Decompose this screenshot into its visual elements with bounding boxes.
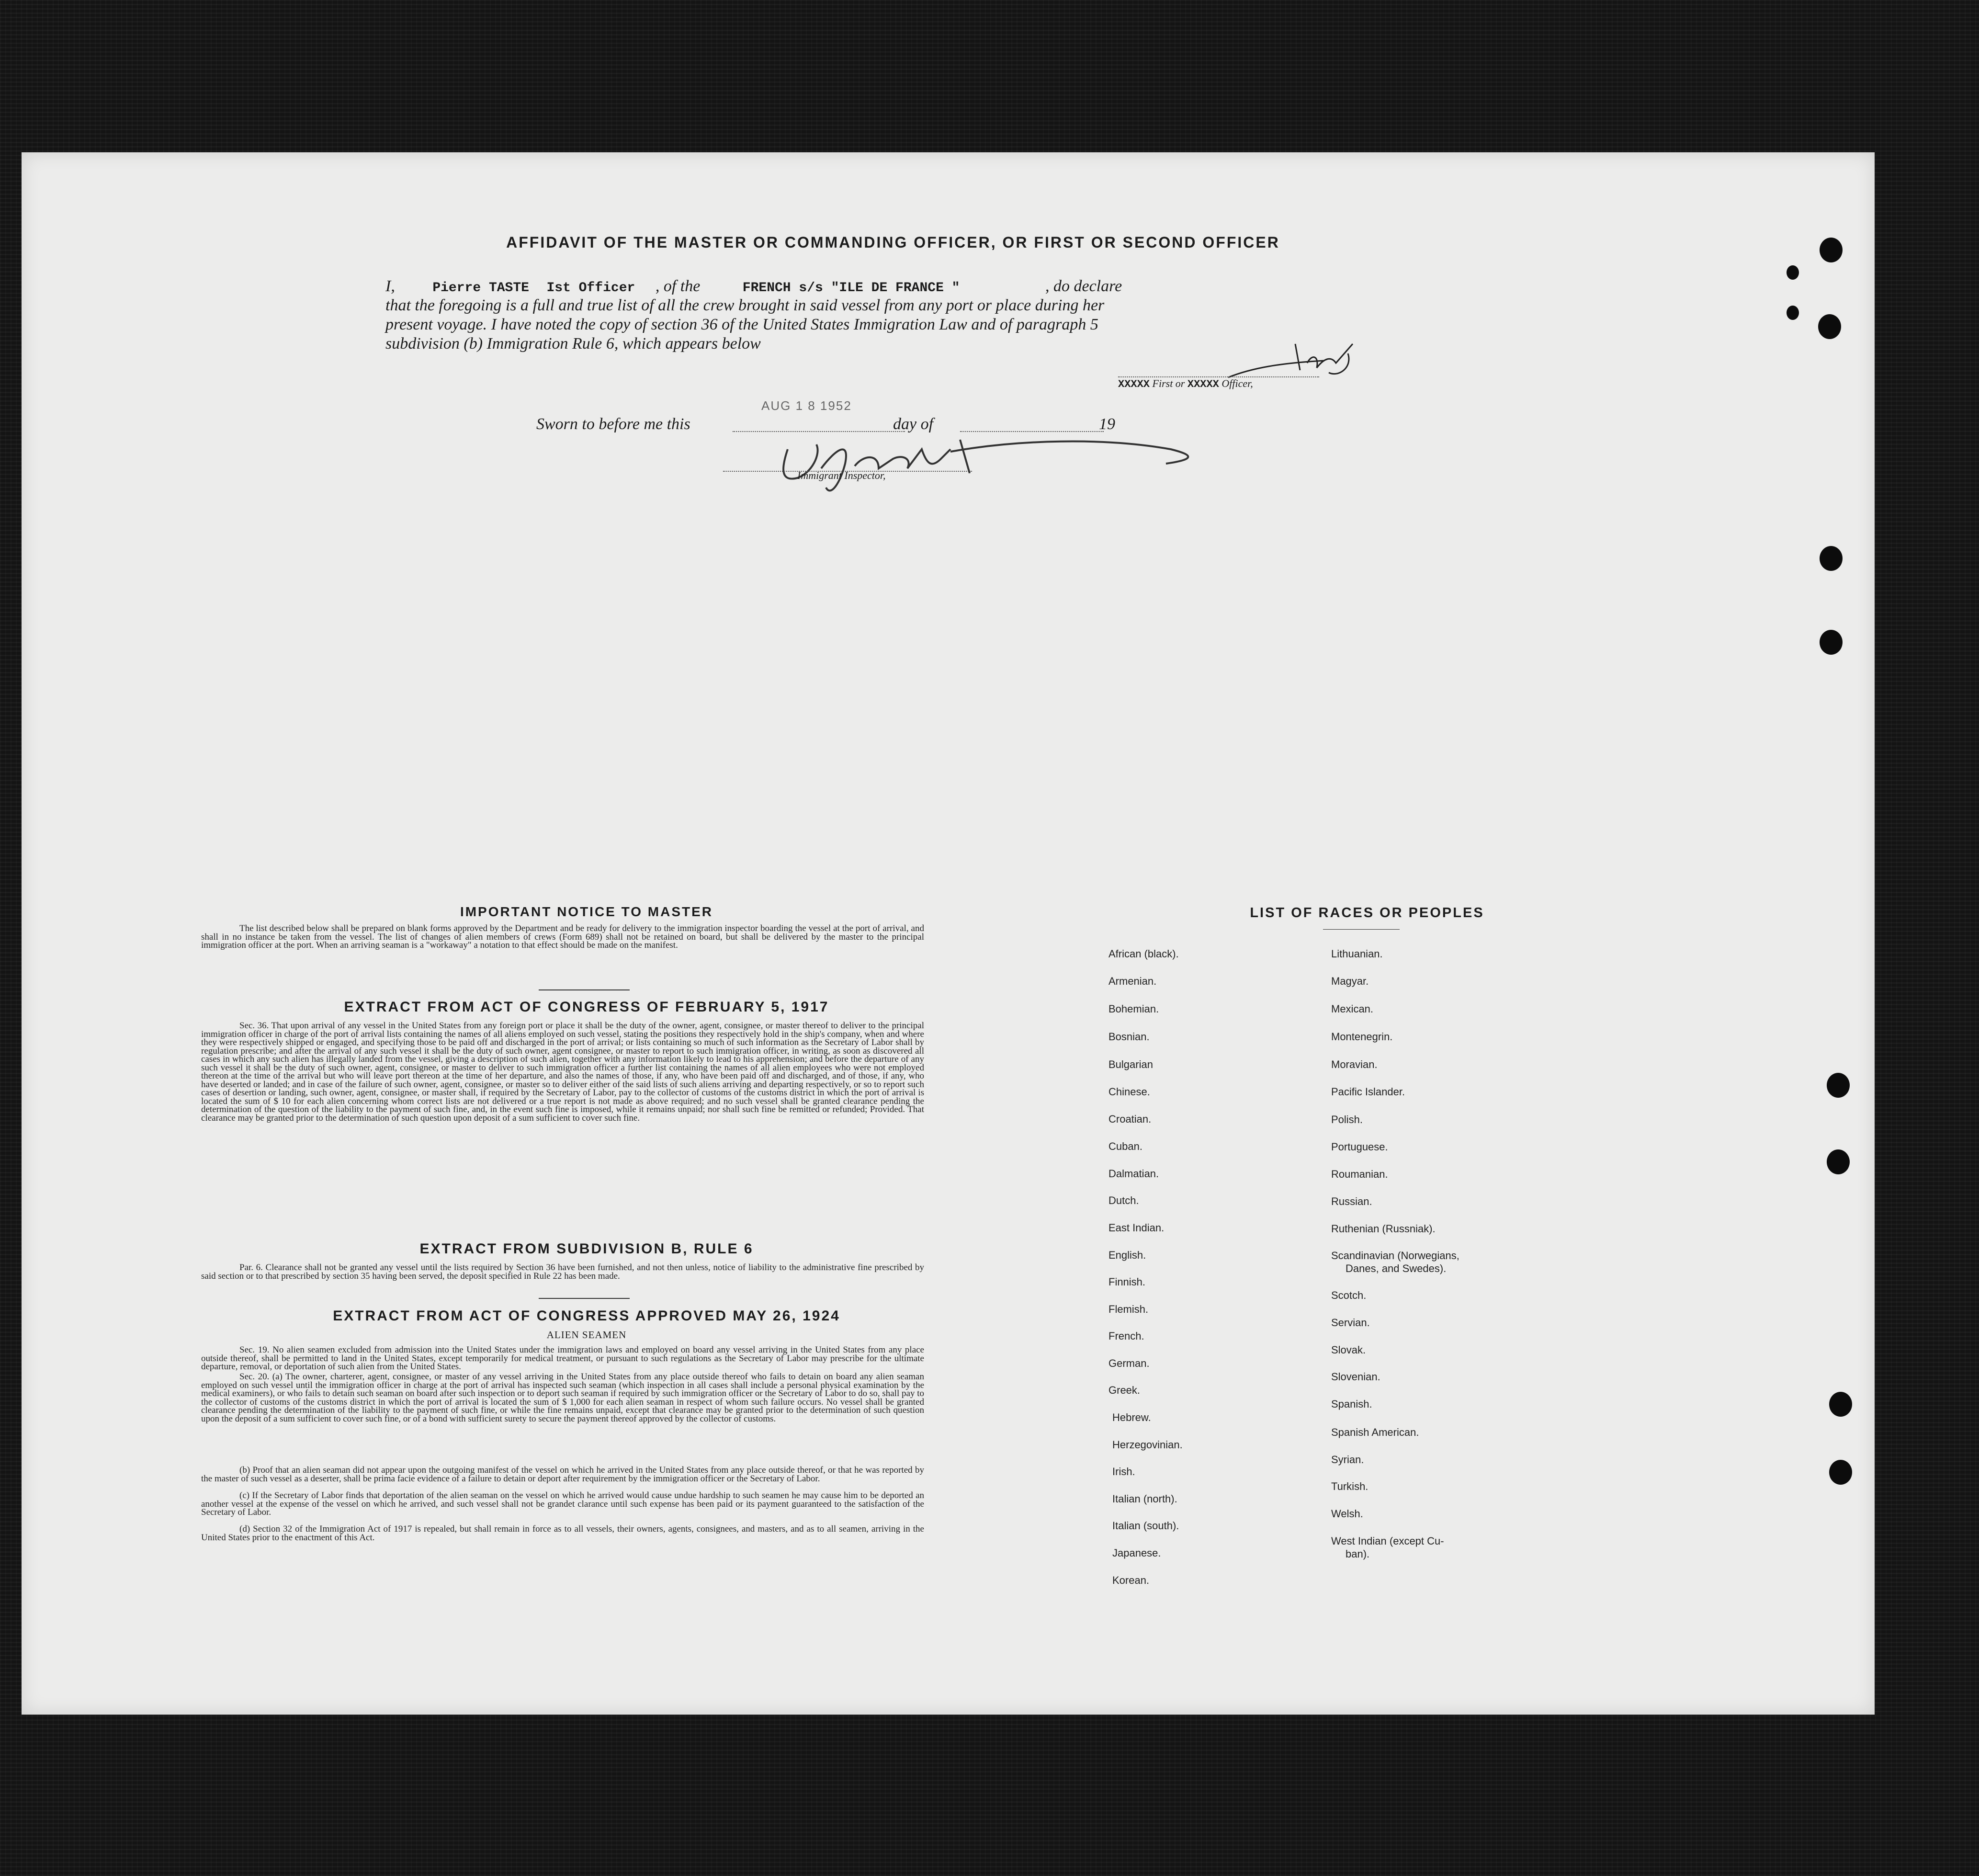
document-page (22, 152, 1875, 1715)
affidavit-line-2: that the foregoing is a full and true list of all the crew brought in said vessel from any port or place during her (385, 296, 1105, 314)
inspector-signature (769, 421, 1238, 502)
race-item: Italian (south). (1112, 1520, 1179, 1532)
binder-hole (1787, 306, 1799, 320)
affidavit-prefix: I, (385, 277, 395, 295)
race-item: Roumanian. (1331, 1168, 1388, 1180)
affidavit-line-4: subdivision (b) Immigration Rule 6, which appears below (385, 335, 761, 352)
extract-1924-sec19: Sec. 19. No alien seamen excluded from admission into the United States under the immigration laws and employed on board any vessel arriving in the United States from any place outside thereof, shall be permitted to land in the United States, except temporarily for medical treatment, or pursuant to such regulations as the Secretary of Labor may prescribe for the ultimate departure, removal, or deportation of such alien from the United States. (201, 1345, 924, 1372)
race-item: African (black). (1108, 948, 1179, 960)
race-item: West Indian (except Cu- (1331, 1535, 1444, 1547)
binder-hole (1827, 1073, 1850, 1098)
divider (539, 989, 630, 990)
race-item: Bohemian. (1108, 1003, 1159, 1015)
race-item: Greek. (1108, 1384, 1141, 1396)
notice-text: The list described below shall be prepared on blank forms approved by the Department and be ready for delivery to the immigration inspector boarding the vessel at the port of arrival, and shall in no instance be taken from the vessel. The list of changes of alien members of crews (Form 689) shall not be retained on board, but shall be delivered by the master to the principal immigration officer at the port. When an arriving seaman is a "workaway" a notation to that effect should be made on the manifest. (201, 923, 924, 950)
race-item: Finnish. (1108, 1276, 1146, 1288)
race-item: Magyar. (1331, 975, 1369, 987)
race-item: Russian. (1331, 1195, 1372, 1207)
race-item: Dalmatian. (1108, 1168, 1159, 1180)
affidavit-line-3: present voyage. I have noted the copy of section 36 of the United States Immigration Law and of paragraph 5 (385, 316, 1098, 333)
race-item: Ruthenian (Russniak). (1331, 1223, 1436, 1235)
race-item: Portuguese. (1331, 1141, 1388, 1153)
race-item: Spanish. (1331, 1398, 1372, 1410)
extract-rule6-text: Par. 6. Clearance shall not be granted any vessel until the lists required by Section 36 have been furnished, and not then unless, notice of liability to the administrative fine prescribed by said section or to that prescribed by section 35 having been served, the deposit specified in Rule 22 has been made. (201, 1262, 924, 1281)
race-item: German. (1108, 1357, 1150, 1369)
race-item: Montenegrin. (1331, 1031, 1393, 1043)
race-item: Chinese. (1108, 1086, 1150, 1098)
binder-hole (1829, 1460, 1852, 1485)
race-item: Syrian. (1331, 1454, 1364, 1466)
race-item: Bosnian. (1108, 1031, 1150, 1043)
year-text: 19 (1099, 415, 1115, 433)
race-item: English. (1108, 1249, 1146, 1261)
race-item: Armenian. (1108, 975, 1157, 987)
race-item: Mexican. (1331, 1003, 1374, 1015)
binder-hole (1820, 546, 1843, 571)
extract-rule6-title: EXTRACT FROM SUBDIVISION B, RULE 6 (419, 1241, 754, 1257)
extract-1924-sec20d: (d) Section 32 of the Immigration Act of 1917 is repealed, but shall remain in force as to all vessels, their owners, agents, consignees, and masters, and as to all seamen, arriving in the United States prior to the enactment of this Act. (201, 1524, 924, 1543)
race-item: Lithuanian. (1331, 948, 1383, 960)
race-item: Japanese. (1112, 1547, 1161, 1559)
officer-signature-line (1118, 376, 1319, 377)
race-item: Servian. (1331, 1317, 1370, 1329)
race-item: Turkish. (1331, 1480, 1368, 1492)
declare-text: , do declare (1045, 277, 1122, 295)
binder-hole (1787, 265, 1799, 280)
race-item: Scotch. (1331, 1289, 1367, 1301)
race-item: French. (1108, 1330, 1144, 1342)
race-item: Welsh. (1331, 1508, 1363, 1520)
sworn-text: Sworn to before me this (536, 415, 690, 433)
binder-hole (1820, 238, 1843, 262)
date-stamp: AUG 1 8 1952 (761, 398, 852, 413)
race-item: East Indian. (1108, 1222, 1165, 1234)
alien-seamen-subtitle: ALIEN SEAMEN (546, 1329, 627, 1341)
race-item: Spanish American. (1331, 1426, 1419, 1438)
race-item: Croatian. (1108, 1113, 1152, 1125)
binder-hole (1818, 314, 1841, 339)
race-item: Herzegovinian. (1112, 1439, 1183, 1451)
of-the-text: , of the (655, 277, 701, 295)
caption-officer: Officer, (1221, 377, 1253, 389)
race-item: Flemish. (1108, 1303, 1149, 1315)
race-item: ban). (1346, 1548, 1370, 1560)
race-item: Hebrew. (1112, 1411, 1151, 1423)
race-item: Danes, and Swedes). (1346, 1262, 1447, 1274)
race-item: Cuban. (1108, 1140, 1142, 1152)
race-item: Irish. (1112, 1466, 1135, 1478)
inspector-label: Immigrant Inspector, (797, 469, 886, 481)
extract-1924-sec20c: (c) If the Secretary of Labor finds that deportation of the alien seaman on the vessel on which he arrived would cause undue hardship to such seamen he may cause him to be deported an another vessel at the expense of the vessel on which he arrived, and such vessel shall not be grandet clarance until such expense has been paid or its payment guaranteed to the satisfaction of the Secretary of Labor. (201, 1490, 924, 1517)
race-item: Slovak. (1331, 1344, 1366, 1356)
officer-caption (1118, 377, 1253, 390)
race-item: Pacific Islander. (1331, 1086, 1405, 1098)
officer-rank: Ist Officer (546, 281, 635, 296)
extract-1924-sec20b: (b) Proof that an alien seaman did not appear upon the outgoing manifest of the vessel on which he arrived in the United States from any place outside thereof, or that he was reported by the master of such vessel as a deserter, shall be prima facie evidence of a failure to detain or deport after requirement by the immigration officer or the Secretary of Labor. (201, 1465, 924, 1484)
affidavit-title: AFFIDAVIT OF THE MASTER OR COMMANDING OFFICER, OR FIRST OR SECOND OFFICER (506, 234, 1280, 251)
race-item: Korean. (1112, 1574, 1150, 1586)
day-of-text: day of (893, 415, 934, 433)
vessel-name: FRENCH s/s "ILE DE FRANCE " (742, 281, 960, 296)
affidavit-line-1 (385, 277, 1324, 298)
binder-hole (1829, 1392, 1852, 1417)
struck-master: XXXXX (1118, 378, 1150, 390)
caption-first-or: First or (1152, 377, 1185, 389)
race-item: Italian (north). (1112, 1493, 1177, 1505)
race-item: Polish. (1331, 1114, 1363, 1126)
race-item: Scandinavian (Norwegians, (1331, 1250, 1459, 1262)
struck-second: XXXXX (1187, 378, 1219, 390)
extract-1917-title: EXTRACT FROM ACT OF CONGRESS OF FEBRUARY 5, 1917 (344, 999, 829, 1015)
race-item: Moravian. (1331, 1058, 1378, 1070)
extract-1924-sec20a: Sec. 20. (a) The owner, charterer, agent, consignee, or master of any vessel arriving in the United States from any place outside thereof who fails to detain on board any alien seaman employed on such vessel until the immigration officer in charge at the port of arrival has inspected such seaman (which inspection in all cases shall include a personal physical examination by the medical examiners), or who fails to detain such seaman on board after such inspection or to deport such seaman if required by such immigration officer or the Secretary of Labor to do so, shall pay to the collector of customs of the customs district in which the port of arrival is located the sum of $ 1,000 for each alien seaman in respect of whom such failure occurs. No vessel shall be granted clearance pending the determination of the liability to the payment of such fine, or while the fine remains unpaid, except that clearance may be granted prior to the determination of such question upon the deposit of a sum sufficient to cover such fine, or of a bond with sufficient surety to secure the payment thereof approved by the collector of customs. (201, 1372, 924, 1424)
officer-name: Pierre TASTE (432, 281, 529, 296)
divider (539, 1298, 630, 1299)
binder-hole (1820, 630, 1843, 655)
races-title: LIST OF RACES OR PEOPLES (1250, 905, 1484, 921)
race-item: Bulgarian (1108, 1058, 1153, 1070)
binder-hole (1827, 1149, 1850, 1174)
extract-1924-title: EXTRACT FROM ACT OF CONGRESS APPROVED MAY 26, 1924 (333, 1308, 840, 1324)
notice-title: IMPORTANT NOTICE TO MASTER (460, 904, 713, 919)
race-item: Dutch. (1108, 1194, 1139, 1206)
divider (1323, 929, 1400, 930)
extract-1917-text: Sec. 36. That upon arrival of any vessel in the United States from any foreign port or place it shall be the duty of the owner, agent, consignee, or master thereof to deliver to the principal immigration officer in charge of the port of arrival lists containing the names of all aliens employed on such vessel, stating the positions they respectively hold in the ship's company, when and where they were respectively shipped or engaged, and specifying those to be paid off and discharged in the port of arrival; or lists containing so much of such information as the Secretary of Labor shall by regulation prescribe; and after the arrival of any such vessel it shall be the duty of such owner, agent consignee, or master to report to such immigration officer, in writing, as soon as discovered all cases in which any such alien has illegally landed from the vessel, giving a description of such alien, together with any information likely to lead to his apprehension; and before the departure of any such vessel it shall be the duty of such owner, agent, consignee, or master to deliver to such immigration officer a further list containing the names of all alien employees who were not employed thereon at the time of the arrival but who will leave port thereon at the time of her departure, and also the names of those, if any, who have been paid off and discharged, and of those, if any, who have deserted or landed; and in case of the failure of such owner, agent, consignee, or master so to deliver either of the said lists of such aliens arriving and departing respectively, or so to report such cases of desertion or landing, such owner, agent, consignee, or master shall, if required by the Secretary of Labor, pay to the collector of customs of the customs district in which the port of arrival is located the sum of $ 10 for each alien concerning whom correct lists are not delivered or a true report is not made as above required; and no such vessel shall be granted clearance pending the determination of the question of the liability to the payment of such fine, and, in the event such fine is imposed, while it remains unpaid; nor shall such fine be remitted or refunded; Provided. That clearance may be granted prior to the determination of such question upon deposit of a sum sufficient to cover such fine. (201, 1021, 924, 1123)
race-item: Slovenian. (1331, 1371, 1380, 1383)
